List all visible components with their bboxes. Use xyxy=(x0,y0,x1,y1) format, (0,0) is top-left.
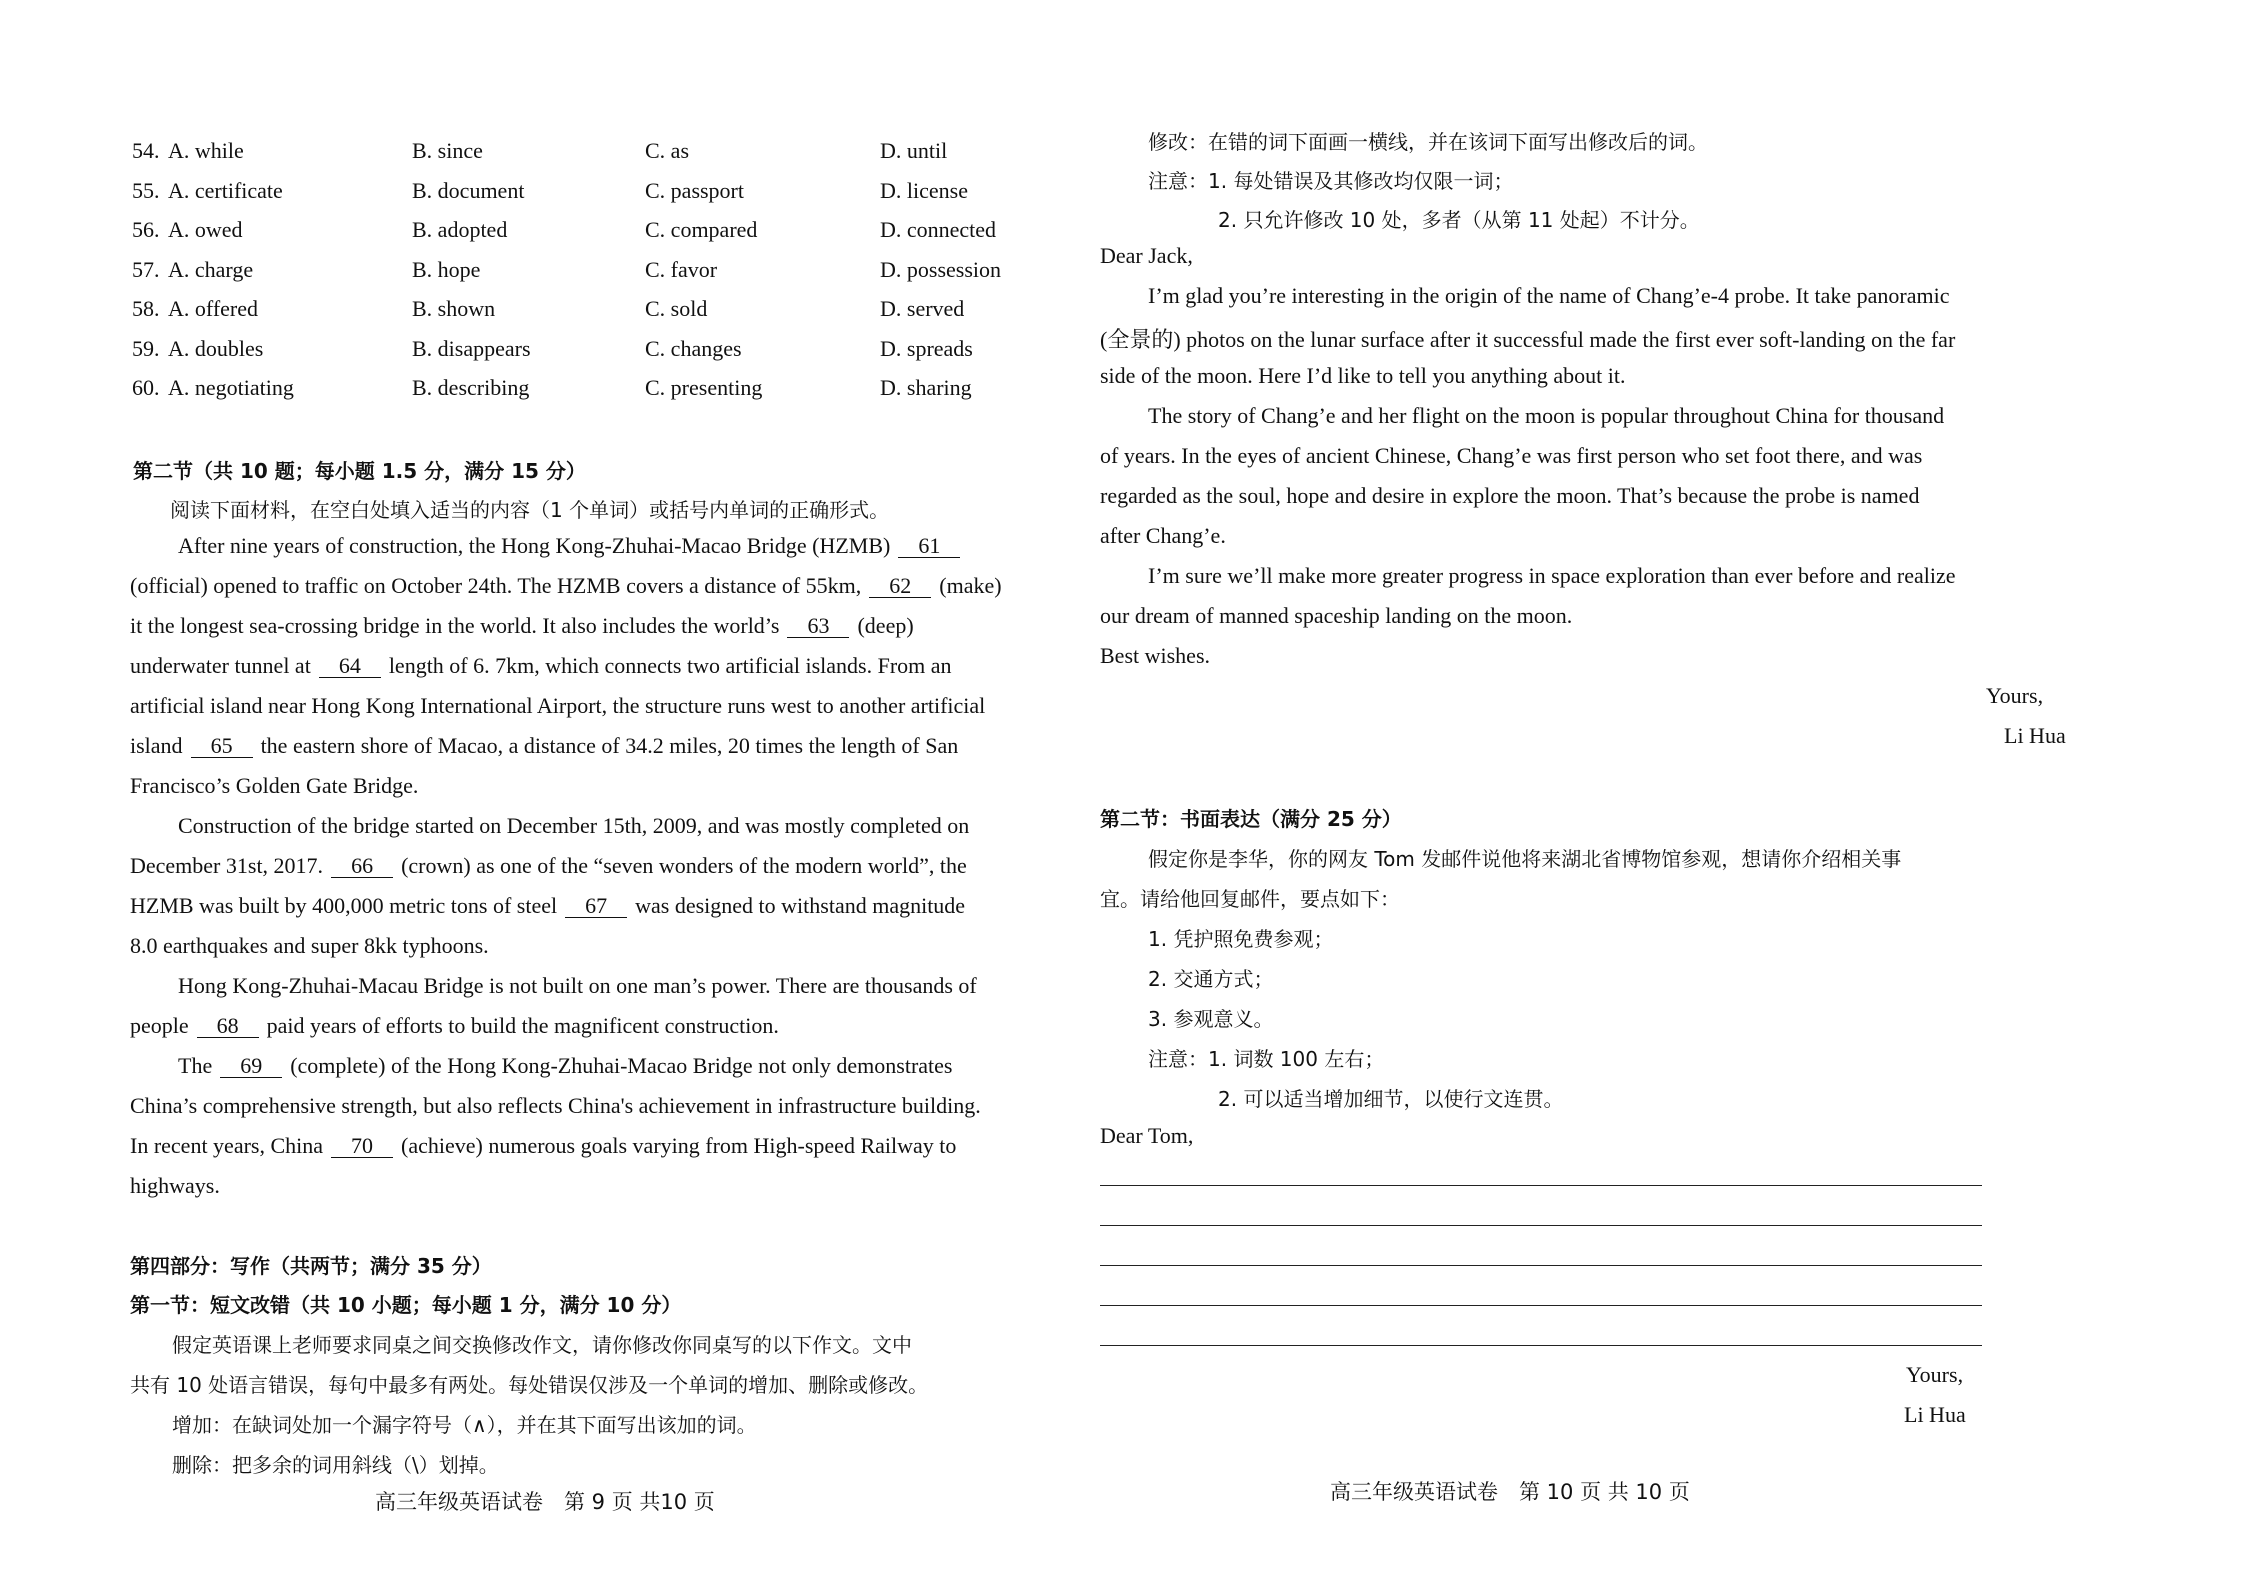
option-d[interactable]: D. license xyxy=(880,177,968,203)
writing-greeting: Dear Tom, xyxy=(1100,1123,1194,1148)
passage-line: people 68 paid years of efforts to build the magnificent construction. xyxy=(130,1013,779,1038)
letter-line: of years. In the eyes of ancient Chinese, Chang’e was first person who set foot there, and was xyxy=(1100,443,1923,468)
option-d[interactable]: D. until xyxy=(880,138,948,163)
blank-69[interactable]: 69 xyxy=(220,1054,282,1078)
passage-line: Hong Kong-Zhuhai-Macau Bridge is not built on one man’s power. There are thousands of xyxy=(178,973,977,998)
modify-rule: 修改：在错的词下面画一横线，并在该词下面写出修改后的词。 xyxy=(1148,130,1708,154)
letter-line: side of the moon. Here I’d like to tell you anything about it. xyxy=(1100,363,1626,388)
option-b[interactable]: B. disappears xyxy=(412,335,531,361)
option-c[interactable]: C. passport xyxy=(645,177,744,203)
section1-heading: 第一节：短文改错（共 10 小题；每小题 1 分，满分 10 分） xyxy=(130,1293,682,1317)
section2-heading: 第二节（共 10 题；每小题 1.5 分，满分 15 分） xyxy=(133,459,586,483)
part4-heading: 第四部分：写作（共两节；满分 35 分） xyxy=(130,1254,492,1278)
letter-closing: Best wishes. xyxy=(1100,643,1210,668)
passage-line: December 31st, 2017. 66 (crown) as one of the “seven wonders of the modern world”, the xyxy=(130,853,967,878)
passage-line: Construction of the bridge started on December 15th, 2009, and was mostly completed on xyxy=(178,813,970,838)
question-number: 59. xyxy=(132,335,160,361)
passage-line: After nine years of construction, the Hong Kong-Zhuhai-Macao Bridge (HZMB) 61 xyxy=(178,533,968,559)
question-number: 55. xyxy=(132,177,160,203)
passage-line: highways. xyxy=(130,1173,220,1198)
left-page xyxy=(0,0,1100,1586)
blank-70[interactable]: 70 xyxy=(331,1134,393,1158)
option-a[interactable]: A. negotiating xyxy=(168,375,294,400)
section2-writing-heading: 第二节：书面表达（满分 25 分） xyxy=(1100,807,1402,831)
letter-line: regarded as the soul, hope and desire in explore the moon. That’s because the probe is named xyxy=(1100,483,1920,508)
letter-line: I’m sure we’ll make more greater progress in space exploration than ever before and realize xyxy=(1148,563,1956,588)
option-c[interactable]: C. favor xyxy=(645,256,718,282)
note-1: 注意：1. 每处错误及其修改均仅限一词； xyxy=(1148,169,1514,193)
requirement-1: 注意：1. 词数 100 左右； xyxy=(1148,1047,1385,1071)
question-number: 60. xyxy=(132,375,160,400)
passage-line: 8.0 earthquakes and super 8kk typhoons. xyxy=(130,933,489,958)
passage-line: In recent years, China 70 (achieve) numerous goals varying from High-speed Railway to xyxy=(130,1133,957,1158)
passage-line: The 69 (complete) of the Hong Kong-Zhuhai-Macao Bridge not only demonstrates xyxy=(178,1053,953,1078)
answer-line[interactable] xyxy=(1100,1185,1982,1186)
answer-line[interactable] xyxy=(1100,1345,1982,1346)
blank-63[interactable]: 63 xyxy=(787,614,849,638)
passage-line: it the longest sea-crossing bridge in the world. It also includes the world’s 63 (deep) xyxy=(130,613,914,638)
option-d[interactable]: D. connected xyxy=(880,217,997,242)
task-line: 假定你是李华，你的网友 Tom 发邮件说他将来湖北省博物馆参观，想请你介绍相关事 xyxy=(1148,847,1902,871)
passage-line: (official) opened to traffic on October 24th. The HZMB covers a distance of 55km, 62 (make) xyxy=(130,573,1002,598)
task-line: 宜。请给他回复邮件，要点如下： xyxy=(1100,887,1400,911)
option-a[interactable]: A. owed xyxy=(168,217,243,242)
letter-yours: Yours, xyxy=(1986,683,2044,708)
passage-line: Francisco’s Golden Gate Bridge. xyxy=(130,773,419,798)
option-a[interactable]: A. offered xyxy=(168,296,258,321)
option-c[interactable]: C. changes xyxy=(645,335,742,361)
page-footer: 高三年级英语试卷 第 9 页 共10 页 xyxy=(375,1490,715,1514)
passage-line: island 65 the eastern shore of Macao, a distance of 34.2 miles, 20 times the length of San xyxy=(130,733,959,758)
blank-62[interactable]: 62 xyxy=(869,574,931,598)
option-b[interactable]: B. describing xyxy=(412,375,530,400)
option-a[interactable]: A. while xyxy=(168,138,244,163)
letter-line: (全景的) photos on the lunar surface after it successful made the first ever soft-landing on the far xyxy=(1100,327,1956,352)
writing-signature: Li Hua xyxy=(1904,1402,1966,1427)
option-c[interactable]: C. sold xyxy=(645,296,708,321)
question-number: 56. xyxy=(132,217,160,242)
letter-signature: Li Hua xyxy=(2004,723,2066,748)
section1-add-rule: 增加：在缺词处加一个漏字符号（∧），并在其下面写出该加的词。 xyxy=(172,1413,757,1437)
option-c[interactable]: C. presenting xyxy=(645,375,763,400)
blank-67[interactable]: 67 xyxy=(565,894,627,918)
letter-line: our dream of manned spaceship landing on the moon. xyxy=(1100,603,1573,628)
answer-line[interactable] xyxy=(1100,1305,1982,1306)
page-footer: 高三年级英语试卷 第 10 页 共 10 页 xyxy=(1330,1480,1690,1504)
letter-line: The story of Chang’e and her flight on the moon is popular throughout China for thousand xyxy=(1148,403,1945,428)
task-point: 3. 参观意义。 xyxy=(1148,1007,1274,1031)
blank-65[interactable]: 65 xyxy=(191,734,253,758)
answer-line[interactable] xyxy=(1100,1265,1982,1266)
writing-yours: Yours, xyxy=(1906,1362,1964,1387)
answer-line[interactable] xyxy=(1100,1225,1982,1226)
option-b[interactable]: B. since xyxy=(412,138,483,163)
option-a[interactable]: A. charge xyxy=(168,256,254,282)
option-d[interactable]: D. possession xyxy=(880,256,1002,282)
section1-instruction: 假定英语课上老师要求同桌之间交换修改作文，请你修改你同桌写的以下作文。文中 xyxy=(172,1333,912,1357)
option-c[interactable]: C. compared xyxy=(645,217,758,242)
requirement-2: 2. 可以适当增加细节，以使行文连贯。 xyxy=(1218,1087,1564,1111)
passage-line: China’s comprehensive strength, but also reflects China's achievement in infrastructure building. xyxy=(130,1093,981,1118)
letter-greeting: Dear Jack, xyxy=(1100,243,1193,268)
letter-line: after Chang’e. xyxy=(1100,523,1226,548)
passage-line: HZMB was built by 400,000 metric tons of steel 67 was designed to withstand magnitude xyxy=(130,893,966,918)
section1-instruction: 共有 10 处语言错误，每句中最多有两处。每处错误仅涉及一个单词的增加、删除或修改。 xyxy=(130,1373,929,1397)
task-point: 2. 交通方式； xyxy=(1148,967,1274,991)
option-a[interactable]: A. certificate xyxy=(168,177,283,203)
blank-66[interactable]: 66 xyxy=(331,854,393,878)
option-d[interactable]: D. sharing xyxy=(880,375,972,400)
option-b[interactable]: B. hope xyxy=(412,256,481,282)
passage-line: artificial island near Hong Kong International Airport, the structure runs west to another artificial xyxy=(130,693,986,718)
option-a[interactable]: A. doubles xyxy=(168,335,264,361)
option-b[interactable]: B. document xyxy=(412,177,525,203)
blank-64[interactable]: 64 xyxy=(319,654,381,678)
passage-line: underwater tunnel at 64 length of 6. 7km, which connects two artificial islands. From an xyxy=(130,653,952,678)
blank-61[interactable]: 61 xyxy=(898,534,960,558)
option-b[interactable]: B. shown xyxy=(412,296,496,321)
option-d[interactable]: D. served xyxy=(880,296,965,321)
letter-line: I’m glad you’re interesting in the origin of the name of Chang’e-4 probe. It take panoramic xyxy=(1148,283,1950,308)
option-c[interactable]: C. as xyxy=(645,138,689,163)
question-number: 58. xyxy=(132,296,160,321)
option-b[interactable]: B. adopted xyxy=(412,217,508,242)
section1-delete-rule: 删除：把多余的词用斜线（\）划掉。 xyxy=(172,1453,499,1477)
section2-instruction: 阅读下面材料，在空白处填入适当的内容（1 个单词）或括号内单词的正确形式。 xyxy=(170,498,890,522)
question-number: 54. xyxy=(132,138,160,163)
task-point: 1. 凭护照免费参观； xyxy=(1148,927,1334,951)
right-page xyxy=(1100,0,2244,1586)
question-number: 57. xyxy=(132,256,160,282)
blank-68[interactable]: 68 xyxy=(197,1014,259,1038)
note-2: 2. 只允许修改 10 处，多者（从第 11 处起）不计分。 xyxy=(1218,208,1700,232)
option-d[interactable]: D. spreads xyxy=(880,335,973,361)
